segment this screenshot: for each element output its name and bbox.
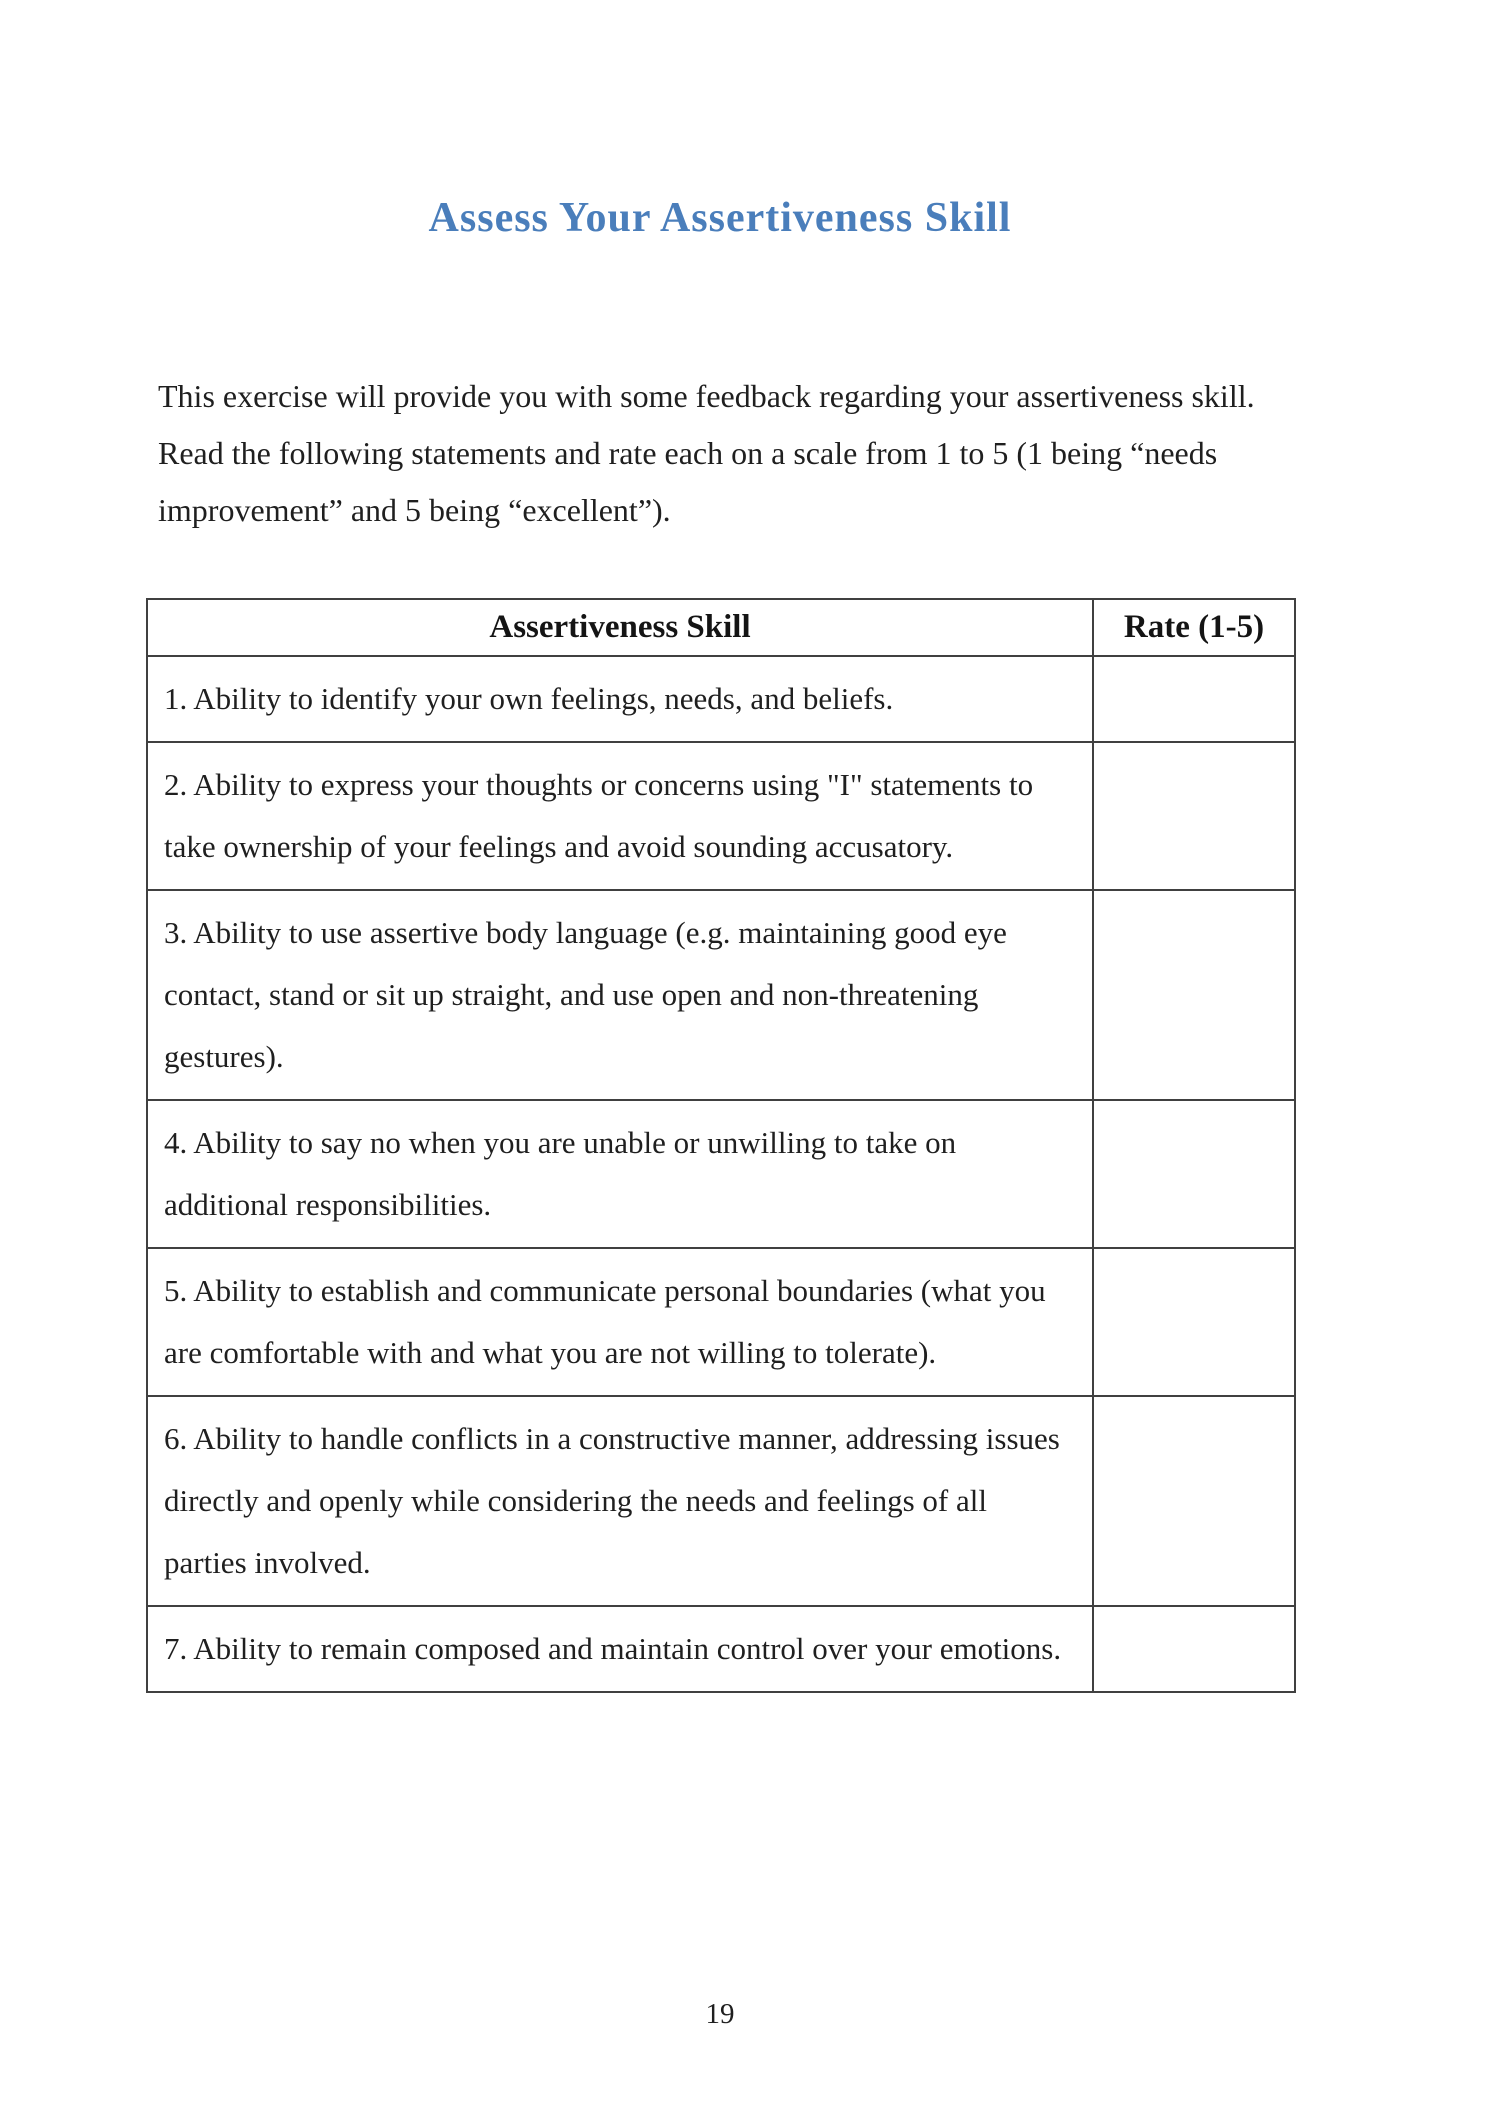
rate-input-cell[interactable] xyxy=(1093,1248,1295,1396)
assertiveness-skill-table xyxy=(146,598,1296,1693)
skill-cell: 4. Ability to say no when you are unable or unwilling to take on additional responsibilities. xyxy=(147,1100,1093,1248)
table-header-row xyxy=(147,599,1295,656)
skill-cell: 2. Ability to express your thoughts or concerns using "I" statements to take ownership of your feelings and avoid sounding accusatory. xyxy=(147,742,1093,890)
table-row xyxy=(147,656,1295,742)
rate-column-header: Rate (1-5) xyxy=(1093,599,1295,656)
table-row xyxy=(147,1248,1295,1396)
skill-cell: 7. Ability to remain composed and maintain control over your emotions. xyxy=(147,1606,1093,1692)
table-row xyxy=(147,742,1295,890)
rate-input-cell[interactable] xyxy=(1093,1100,1295,1248)
rate-input-cell[interactable] xyxy=(1093,656,1295,742)
rate-input-cell[interactable] xyxy=(1093,742,1295,890)
table-row xyxy=(147,1606,1295,1692)
table-row xyxy=(147,890,1295,1100)
table-row xyxy=(147,1100,1295,1248)
page-title: Assess Your Assertiveness Skill xyxy=(428,195,1012,241)
rate-input-cell[interactable] xyxy=(1093,1396,1295,1606)
intro-paragraph: This exercise will provide you with some feedback regarding your assertiveness skill. Read the following statements and rate each on a scale from 1 to 5 (1 being “needs improvement” and 5 being “excellent”). xyxy=(158,378,1255,528)
skill-cell: 3. Ability to use assertive body language (e.g. maintaining good eye contact, stand or sit up straight, and use open and non-threatening gestures). xyxy=(147,890,1093,1100)
table-row xyxy=(147,1396,1295,1606)
skill-cell: 6. Ability to handle conflicts in a constructive manner, addressing issues directly and openly while considering the needs and feelings of all parties involved. xyxy=(147,1396,1093,1606)
skill-column-header: Assertiveness Skill xyxy=(147,599,1093,656)
skill-cell: 1. Ability to identify your own feelings, needs, and beliefs. xyxy=(147,656,1093,742)
page-number: 19 xyxy=(705,1998,735,2030)
skill-cell: 5. Ability to establish and communicate personal boundaries (what you are comfortable with and what you are not willing to tolerate). xyxy=(147,1248,1093,1396)
rate-input-cell[interactable] xyxy=(1093,1606,1295,1692)
rate-input-cell[interactable] xyxy=(1093,890,1295,1100)
